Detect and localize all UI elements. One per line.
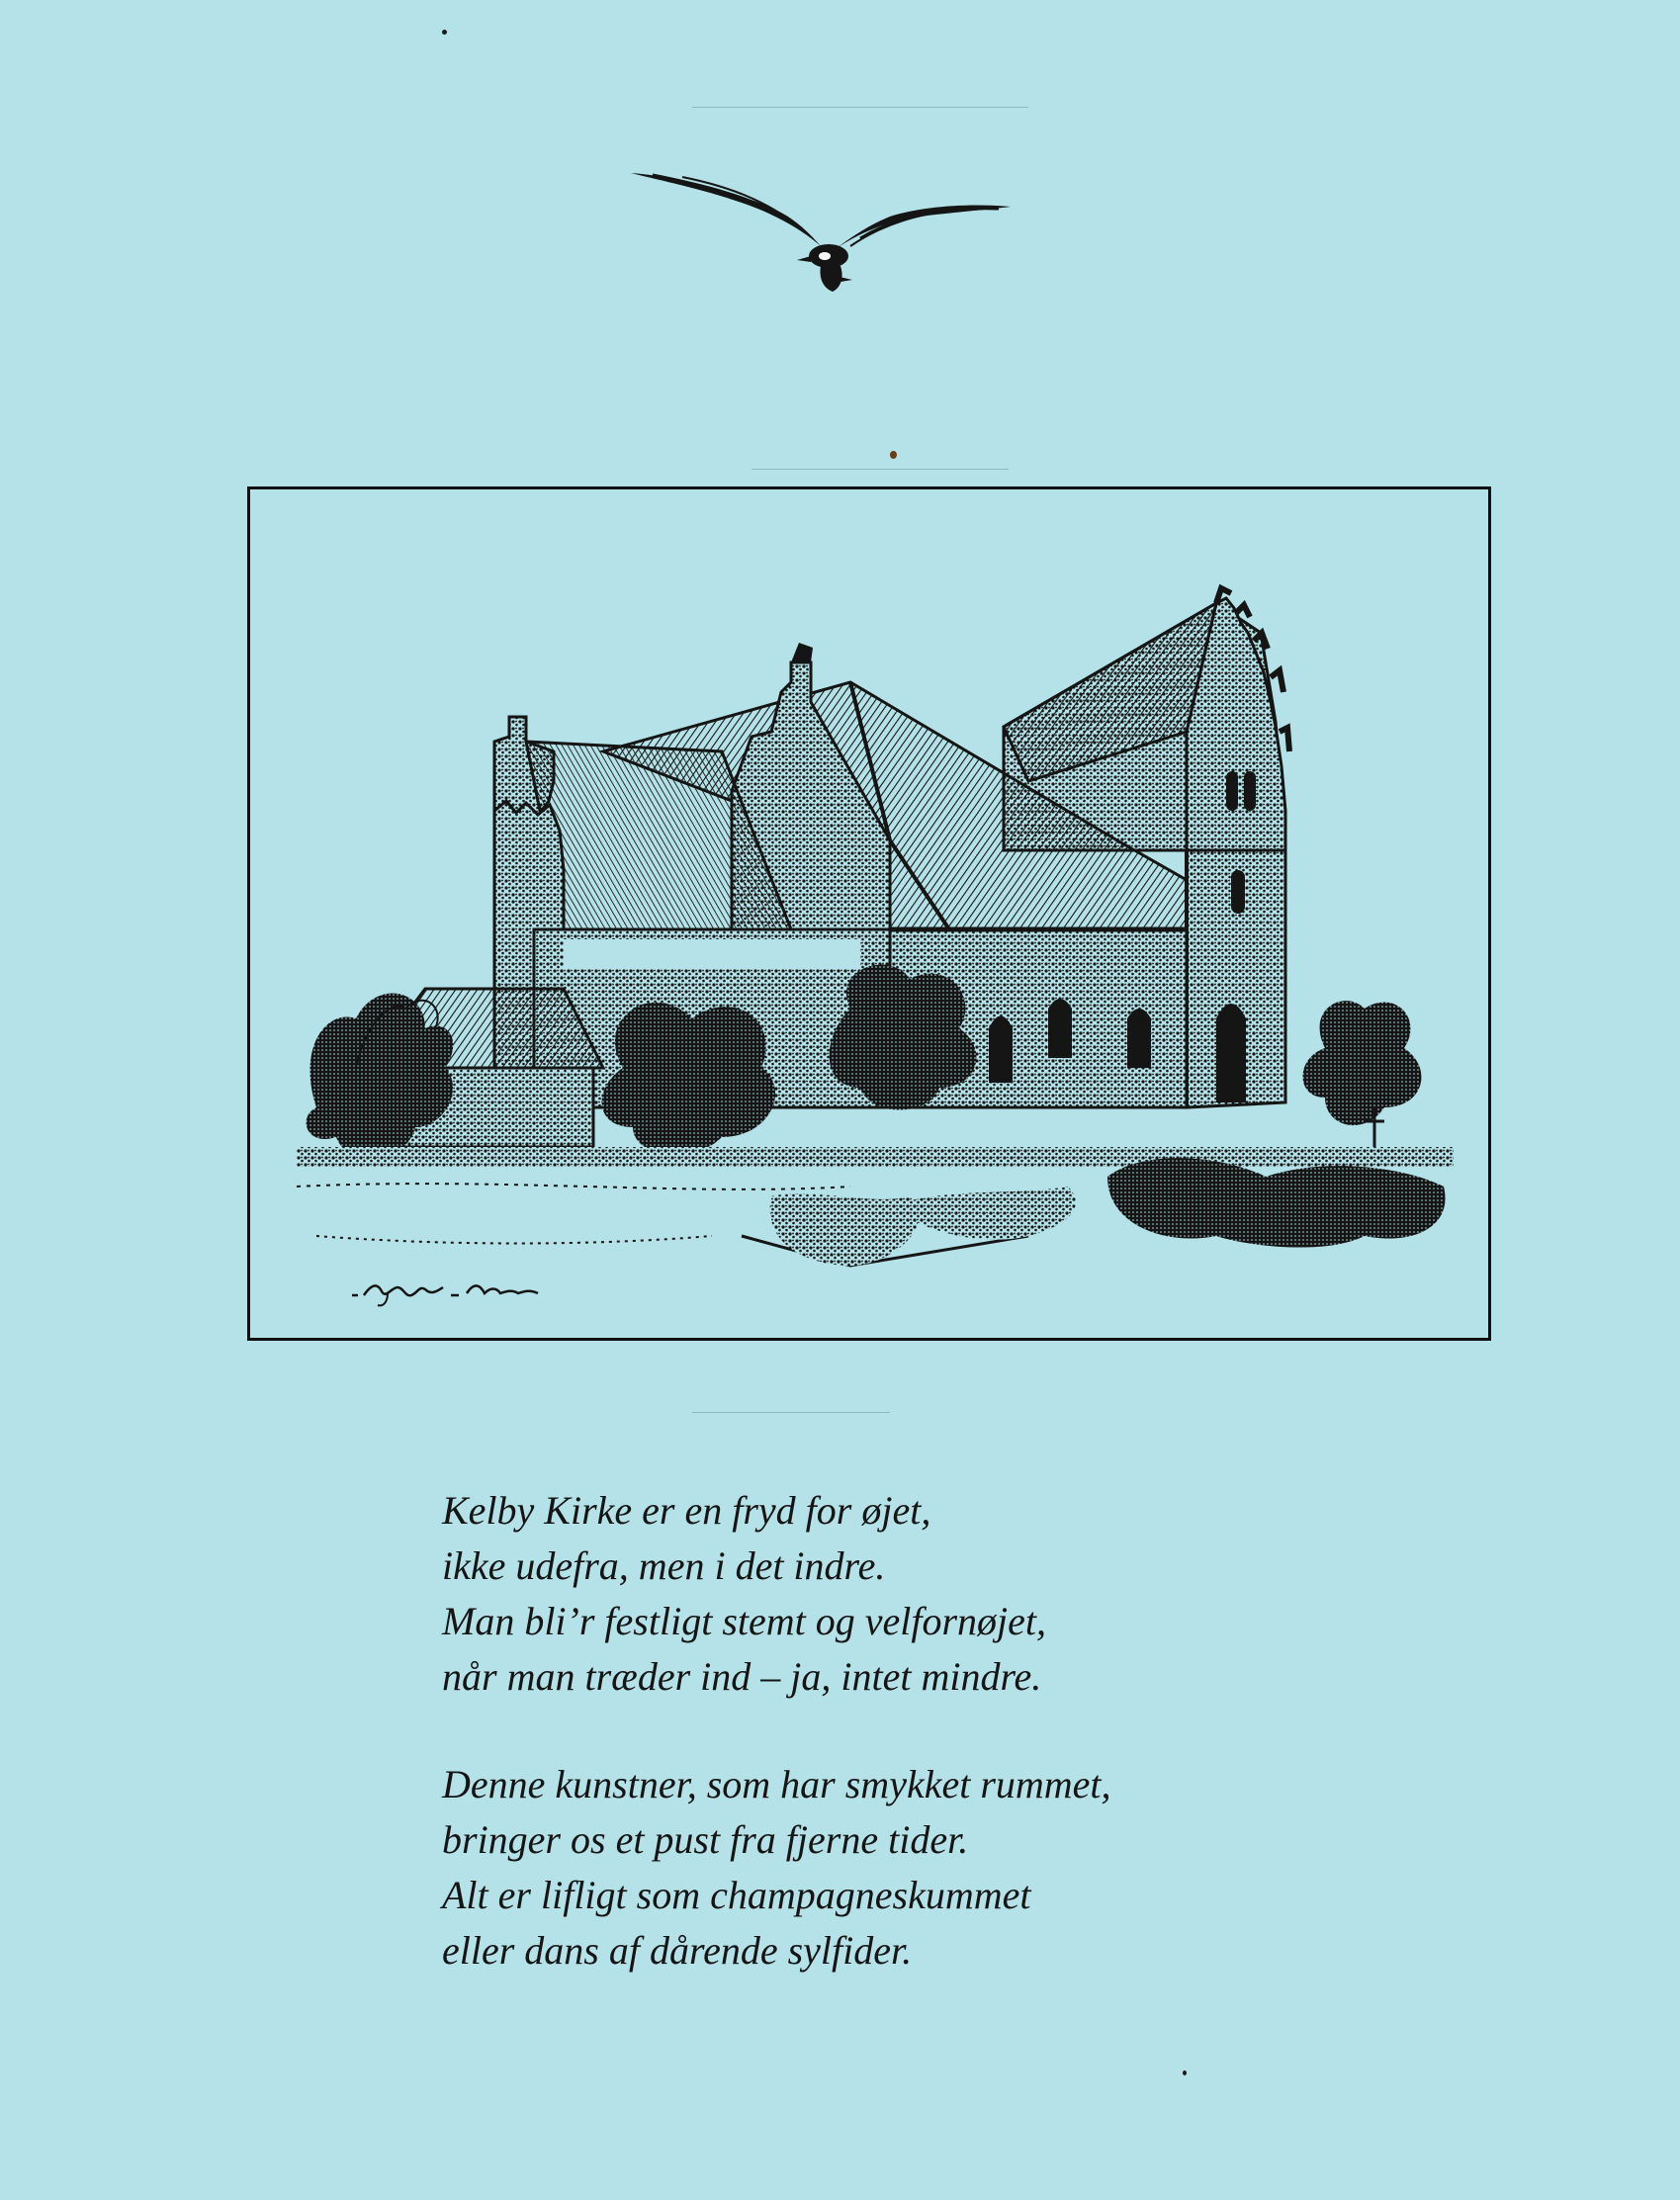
church-drawing [297, 554, 1454, 1305]
seagull-icon [623, 163, 1018, 302]
poem-line: når man træder ind – ja, intet mindre. [442, 1654, 1042, 1699]
poem-line: eller dans af dårende sylfider. [442, 1928, 913, 1973]
poem-stanza [442, 1757, 1431, 1979]
dust-speck [890, 451, 897, 459]
scan-line [752, 469, 1009, 470]
scan-line [692, 1412, 890, 1413]
poem-line: Alt er lifligt som champagneskummet [442, 1873, 1031, 1917]
artist-signature [348, 1266, 556, 1309]
dust-speck [442, 30, 447, 35]
poem [442, 1483, 1431, 2031]
poem-line: Kelby Kirke er en fryd for øjet, [442, 1488, 931, 1533]
poem-line: Man bli’r festligt stemt og velfornøjet, [442, 1599, 1047, 1643]
poem-line: Denne kunstner, som har smykket rummet, [442, 1762, 1111, 1806]
poem-line: ikke udefra, men i det indre. [442, 1543, 886, 1588]
poem-stanza [442, 1483, 1431, 1705]
poem-line: bringer os et pust fra fjerne tider. [442, 1817, 969, 1862]
dust-speck [1183, 2070, 1187, 2075]
scan-line [692, 107, 1028, 108]
